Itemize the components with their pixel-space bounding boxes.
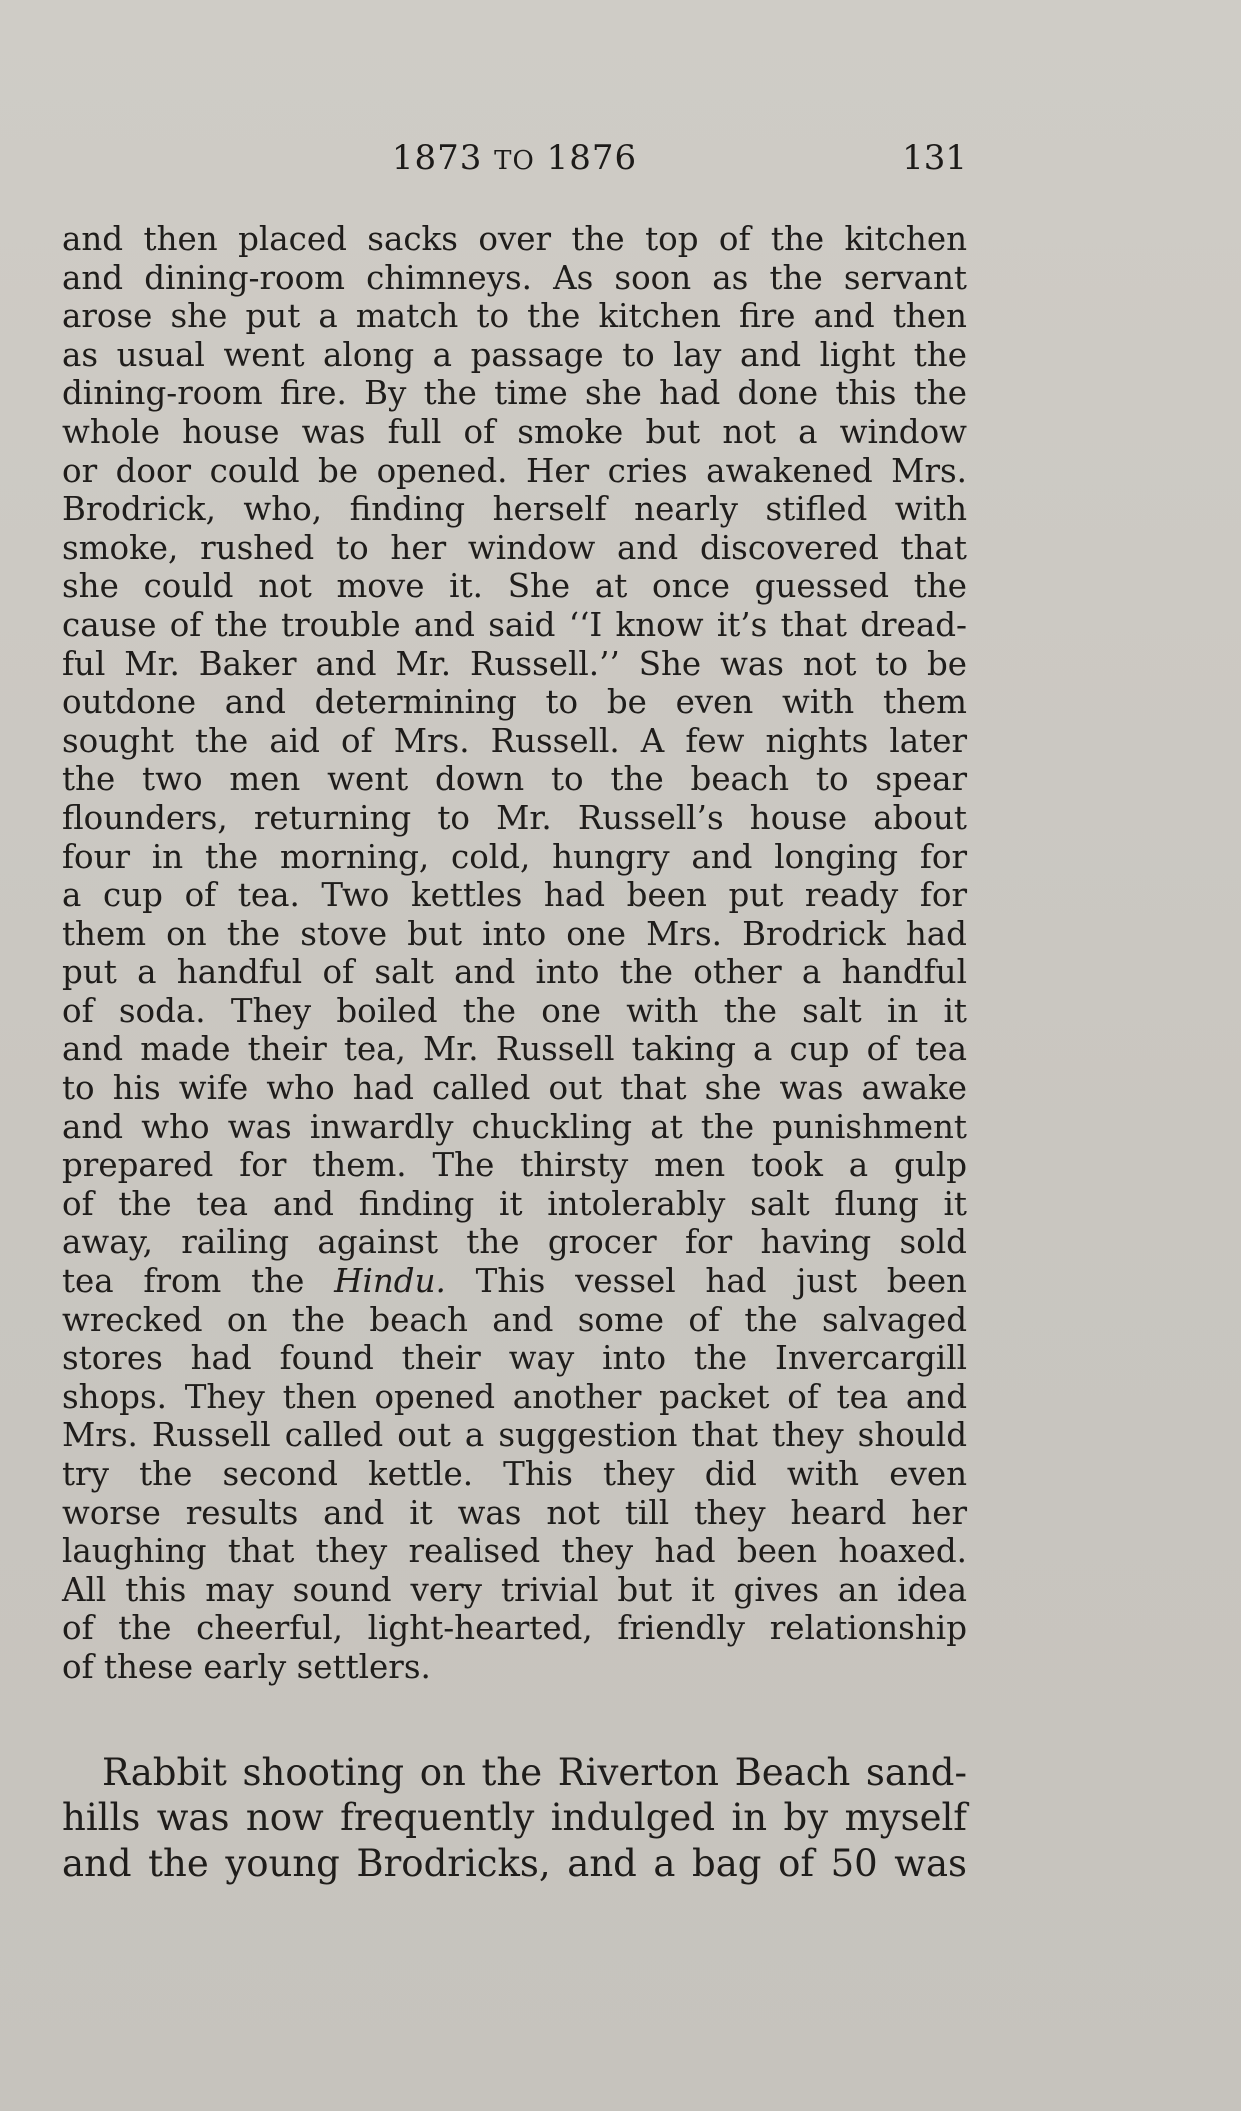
text-line: smoke, rushed to her window and discovered that (62, 528, 967, 567)
title-to: TO (494, 146, 535, 176)
text-line: a cup of tea. Two kettles had been put ready for (62, 876, 967, 915)
ship-name: Hindu. (334, 1262, 446, 1301)
text-line: and the young Brodricks, and a bag of 50 was (62, 1841, 967, 1885)
title-start-year: 1873 (391, 138, 483, 178)
text-line: the two men went down to the beach to spear (62, 760, 967, 799)
text-line: and dining-room chimneys. As soon as the servant (62, 258, 967, 297)
running-header (62, 138, 967, 188)
text-line-with-ship-name (62, 1262, 967, 1301)
text-line: of the cheerful, light-hearted, friendly relationship (62, 1609, 967, 1648)
text-line: shops. They then opened another packet of tea and (62, 1377, 967, 1416)
text-line: four in the morning, cold, hungry and longing for (62, 837, 967, 876)
title-end-year: 1876 (546, 138, 638, 178)
line-segment: This vessel had just been (475, 1262, 967, 1301)
line-segment: tea from the (62, 1262, 305, 1301)
text-line: whole house was full of smoke but not a window (62, 412, 967, 451)
text-line: laughing that they realised they had been hoaxed. (62, 1532, 967, 1571)
text-line: or door could be opened. Her cries awakened Mrs. (62, 451, 967, 490)
paragraph-1 (62, 220, 967, 1687)
text-line: Rabbit shooting on the Riverton Beach sand- (102, 1750, 967, 1794)
text-line: wrecked on the beach and some of the salvaged (62, 1300, 967, 1339)
text-line: she could not move it. She at once guessed the (62, 567, 967, 606)
text-line: ful Mr. Baker and Mr. Russell.’’ She was not to be (62, 644, 967, 683)
text-line: dining-room fire. By the time she had done this the (62, 374, 967, 413)
body-text (62, 220, 967, 1886)
text-line: and made their tea, Mr. Russell taking a cup of tea (62, 1030, 967, 1069)
text-line: to his wife who had called out that she was awake (62, 1069, 967, 1108)
text-line: outdone and determining to be even with them (62, 683, 967, 722)
text-line: prepared for them. The thirsty men took a gulp (62, 1146, 967, 1185)
text-line: Mrs. Russell called out a suggestion that they should (62, 1416, 967, 1455)
running-title (62, 138, 967, 178)
text-line: worse results and it was not till they heard her (62, 1493, 967, 1532)
paragraph-2 (62, 1750, 967, 1887)
text-line: cause of the trouble and said ‘‘I know it’s that dread- (62, 605, 967, 644)
text-line: Brodrick, who, finding herself nearly stifled with (62, 490, 967, 529)
text-line: arose she put a match to the kitchen fire and then (62, 297, 967, 336)
text-line: flounders, returning to Mr. Russell’s house about (62, 798, 967, 837)
text-line: of these early settlers. (62, 1647, 431, 1686)
text-line: and then placed sacks over the top of the kitchen (62, 220, 967, 258)
text-line: of soda. They boiled the one with the salt in it (62, 991, 967, 1030)
text-line: them on the stove but into one Mrs. Brodrick had (62, 914, 967, 953)
text-line: hills was now frequently indulged in by myself (62, 1796, 967, 1840)
text-line: as usual went along a passage to lay and light the (62, 335, 967, 374)
text-line: put a handful of salt and into the other a handful (62, 953, 967, 992)
text-line: away, railing against the grocer for having sold (62, 1223, 967, 1262)
text-line: of the tea and finding it intolerably salt flung it (62, 1184, 967, 1223)
page-number: 131 (902, 138, 967, 178)
text-line: stores had found their way into the Invercargill (62, 1339, 967, 1378)
text-line: and who was inwardly chuckling at the punishment (62, 1107, 967, 1146)
text-line: All this may sound very trivial but it gives an idea (62, 1570, 967, 1609)
text-line: try the second kettle. This they did with even (62, 1455, 967, 1493)
text-line: sought the aid of Mrs. Russell. A few nights later (62, 721, 967, 760)
